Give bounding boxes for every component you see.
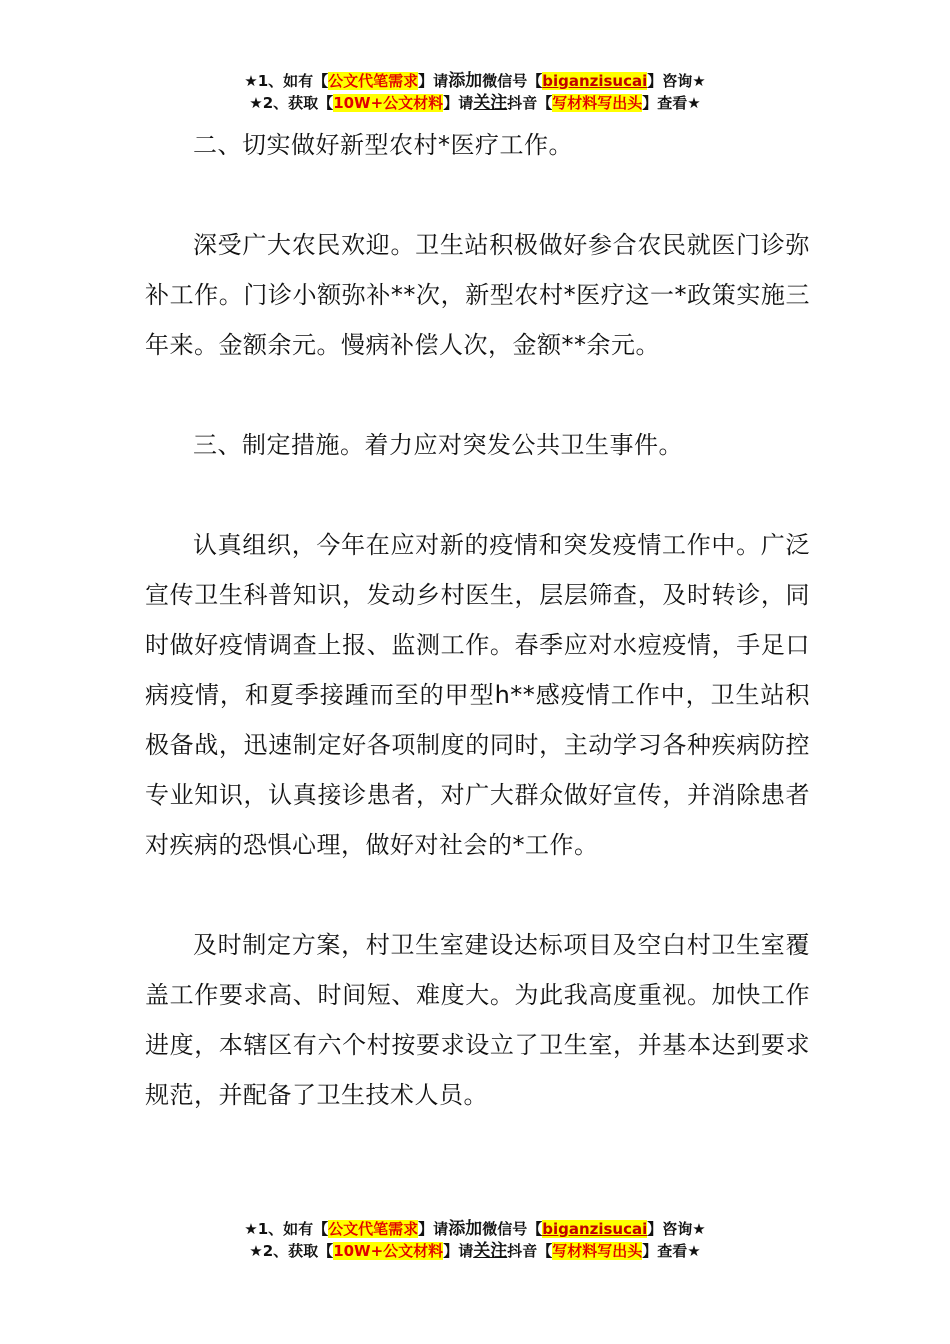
materials-highlight: 10W+公文材料 bbox=[333, 1242, 444, 1260]
banner-emphasis: 添加 bbox=[448, 71, 483, 91]
header-banner bbox=[0, 70, 950, 114]
banner-emphasis: 添加 bbox=[448, 1219, 483, 1239]
banner-text: 】请 bbox=[443, 94, 474, 112]
section-heading-2: 二、切实做好新型农村*医疗工作。 bbox=[193, 131, 573, 159]
banner-text: ★2、获取【 bbox=[249, 1242, 334, 1260]
materials-highlight: 10W+公文材料 bbox=[333, 94, 444, 112]
banner-text: 】请 bbox=[418, 1220, 449, 1238]
banner-text: ★1、如有【 bbox=[244, 1220, 329, 1238]
service-highlight: 公文代笔需求 bbox=[328, 72, 419, 90]
service-highlight: 公文代笔需求 bbox=[328, 1220, 419, 1238]
wechat-id-highlight: biganzisucai bbox=[542, 72, 648, 90]
footer-banner bbox=[0, 1218, 950, 1262]
banner-line-2 bbox=[0, 92, 950, 114]
banner-emphasis: 关注 bbox=[473, 93, 508, 113]
banner-emphasis: 关注 bbox=[473, 1241, 508, 1261]
banner-line-1 bbox=[0, 1218, 950, 1240]
banner-text: 】查看★ bbox=[642, 94, 701, 112]
douyin-id-highlight: 写材料写出头 bbox=[552, 94, 643, 112]
banner-text: 抖音【 bbox=[507, 94, 553, 112]
section-heading-3: 三、制定措施。着力应对突发公共卫生事件。 bbox=[193, 431, 683, 459]
banner-text: 】咨询★ bbox=[647, 72, 706, 90]
banner-text: 】查看★ bbox=[642, 1242, 701, 1260]
banner-text: 微信号【 bbox=[482, 1220, 543, 1238]
banner-text: 】请 bbox=[443, 1242, 474, 1260]
banner-text: 】咨询★ bbox=[647, 1220, 706, 1238]
banner-text: ★1、如有【 bbox=[244, 72, 329, 90]
banner-text: 抖音【 bbox=[507, 1242, 553, 1260]
banner-line-1 bbox=[0, 70, 950, 92]
banner-text: 微信号【 bbox=[482, 72, 543, 90]
douyin-id-highlight: 写材料写出头 bbox=[552, 1242, 643, 1260]
paragraph: 认真组织，今年在应对新的疫情和突发疫情工作中。广泛宣传卫生科普知识，发动乡村医生，层层筛查，及时转诊，同时做好疫情调查上报、监测工作。春季应对水痘疫情，手足口病疫情，和夏季接踵而至的甲型h**感疫情工作中，卫生站积极备战，迅速制定好各项制度的同时，主动学习各种疾病防控专业知识，认真接诊患者，对广大群众做好宣传，并消除患者对疾病的恐惧心理，做好对社会的*工作。 bbox=[145, 531, 810, 859]
banner-text: ★2、获取【 bbox=[249, 94, 334, 112]
wechat-id-highlight: biganzisucai bbox=[542, 1220, 648, 1238]
banner-text: 】请 bbox=[418, 72, 449, 90]
document-body bbox=[145, 120, 810, 1120]
paragraph: 深受广大农民欢迎。卫生站积极做好参合农民就医门诊弥补工作。门诊小额弥补**次，新型农村*医疗这一*政策实施三年来。金额余元。慢病补偿人次，金额**余元。 bbox=[145, 231, 810, 359]
paragraph: 及时制定方案，村卫生室建设达标项目及空白村卫生室覆盖工作要求高、时间短、难度大。为此我高度重视。加快工作进度，本辖区有六个村按要求设立了卫生室，并基本达到要求规范，并配备了卫生技术人员。 bbox=[145, 931, 810, 1109]
banner-line-2 bbox=[0, 1240, 950, 1262]
